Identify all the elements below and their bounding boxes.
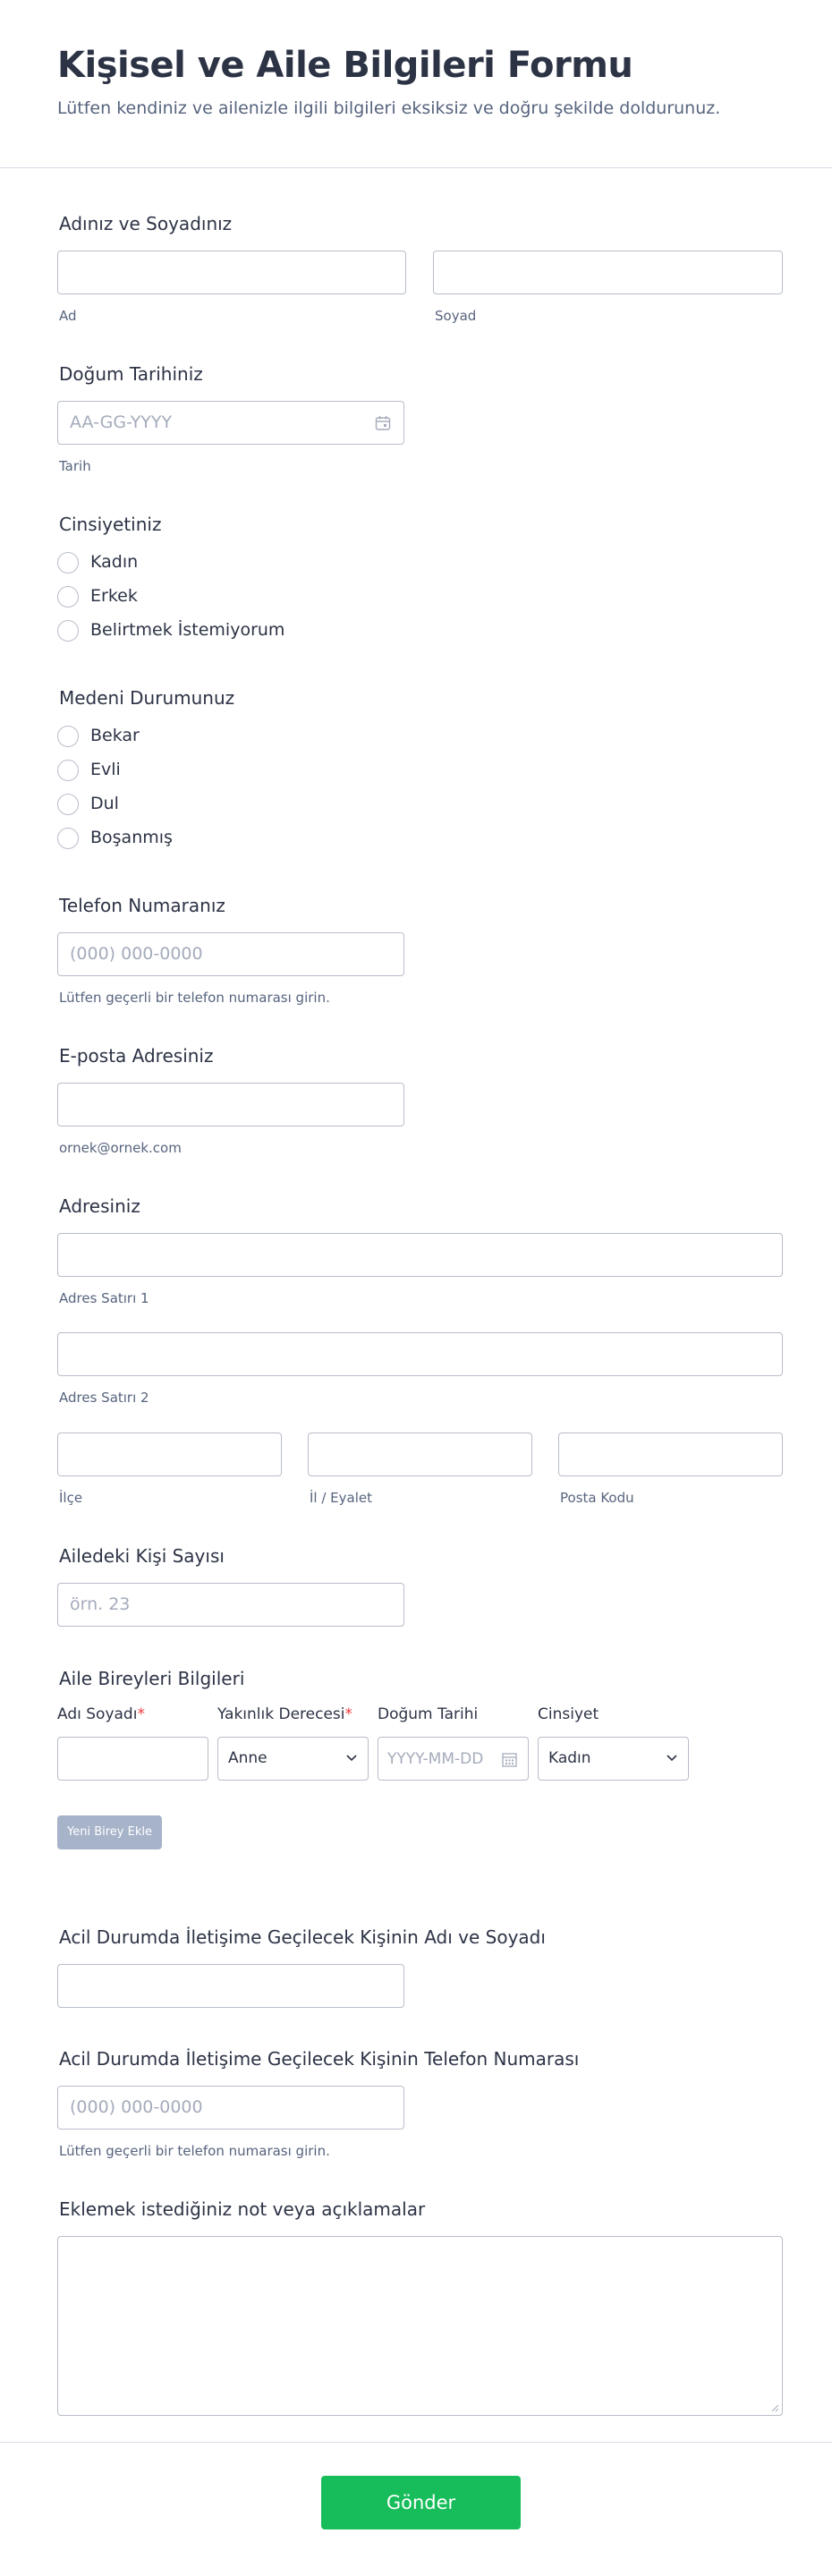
household-label: Ailedeki Kişi Sayısı [59, 1545, 225, 1567]
gender-option-label: Erkek [90, 586, 138, 606]
email-sublabel: ornek@ornek.com [59, 1140, 182, 1156]
phone-label: Telefon Numaranız [59, 895, 225, 916]
marital-radio-dul[interactable] [57, 794, 79, 815]
province-sublabel: İl / Eyalet [310, 1490, 373, 1506]
district-input[interactable] [57, 1433, 282, 1476]
first-name-sublabel: Ad [59, 308, 77, 324]
gender-option-label: Belirtmek İstemiyorum [90, 620, 285, 640]
marital-option-label: Boşanmış [90, 828, 173, 847]
address-line2-input[interactable] [57, 1332, 783, 1376]
district-sublabel: İlçe [59, 1490, 83, 1506]
chevron-down-icon [346, 1755, 357, 1762]
address-label: Adresiniz [59, 1195, 140, 1217]
gender-option-label: Kadın [90, 552, 139, 572]
phone-input[interactable] [57, 932, 404, 976]
add-member-button[interactable]: Yeni Birey Ekle [57, 1815, 162, 1849]
birthdate-sublabel: Tarih [59, 458, 91, 474]
email-label: E-posta Adresiniz [59, 1045, 214, 1067]
address-line2-sublabel: Adres Satırı 2 [59, 1390, 149, 1406]
marital-option-label: Bekar [90, 726, 140, 745]
marital-radio-bekar[interactable] [57, 726, 79, 747]
member-birthdate-placeholder: YYYY-MM-DD [387, 1750, 484, 1768]
required-mark: * [137, 1705, 145, 1723]
household-count-input[interactable] [57, 1583, 404, 1627]
email-input[interactable] [57, 1083, 404, 1126]
member-gender-value: Kadın [548, 1749, 591, 1767]
member-name-input[interactable] [57, 1737, 208, 1781]
emergency-phone-placeholder: (000) 000-0000 [70, 2097, 203, 2117]
calendar-icon[interactable] [502, 1752, 517, 1767]
required-mark: * [344, 1705, 353, 1723]
address-line1-sublabel: Adres Satırı 1 [59, 1290, 149, 1306]
birthdate-placeholder: AA-GG-YYYY [70, 412, 173, 432]
postal-code-sublabel: Posta Kodu [560, 1490, 634, 1506]
phone-placeholder: (000) 000-0000 [70, 944, 203, 964]
column-header-relation: Yakınlık Derecesi* [217, 1705, 353, 1723]
emergency-name-input[interactable] [57, 1964, 404, 2008]
chevron-down-icon [666, 1755, 677, 1762]
gender-label: Cinsiyetiniz [59, 514, 162, 535]
birthdate-label: Doğum Tarihiniz [59, 363, 203, 385]
emergency-name-label: Acil Durumda İletişime Geçilecek Kişinin Adı ve Soyadı [59, 1926, 546, 1948]
marital-radio-bosanmis[interactable] [57, 828, 79, 849]
header-divider [0, 167, 832, 168]
notes-label: Eklemek istediğiniz not veya açıklamalar [59, 2198, 426, 2220]
birthdate-input[interactable] [57, 401, 404, 445]
emergency-phone-label: Acil Durumda İletişime Geçilecek Kişinin Telefon Numarası [59, 2048, 580, 2070]
marital-radio-evli[interactable] [57, 760, 79, 781]
footer-divider [0, 2442, 832, 2443]
last-name-sublabel: Soyad [435, 308, 477, 324]
province-input[interactable] [308, 1433, 532, 1476]
gender-radio-belirtmek-istemiyorum[interactable] [57, 620, 79, 642]
form-subtitle: Lütfen kendiniz ve ailenizle ilgili bilgileri eksiksiz ve doğru şekilde doldurunuz. [57, 98, 721, 118]
first-name-input[interactable] [57, 251, 406, 294]
marital-option-label: Dul [90, 794, 119, 813]
household-placeholder: örn. 23 [70, 1594, 131, 1614]
column-header-birthdate: Doğum Tarihi [378, 1705, 479, 1723]
column-header-gender: Cinsiyet [538, 1705, 599, 1723]
postal-code-input[interactable] [558, 1433, 783, 1476]
phone-sublabel: Lütfen geçerli bir telefon numarası girin. [59, 990, 330, 1006]
member-birthdate-input[interactable] [378, 1737, 529, 1781]
form-title: Kişisel ve Aile Bilgileri Formu [57, 45, 633, 86]
member-gender-select[interactable] [538, 1737, 689, 1781]
address-line1-input[interactable] [57, 1233, 783, 1277]
notes-textarea[interactable] [57, 2236, 783, 2416]
member-relation-select[interactable] [217, 1737, 369, 1781]
emergency-phone-sublabel: Lütfen geçerli bir telefon numarası girin. [59, 2143, 330, 2159]
emergency-phone-input[interactable] [57, 2086, 404, 2130]
submit-button[interactable]: Gönder [321, 2476, 521, 2529]
last-name-input[interactable] [433, 251, 783, 294]
resize-handle-icon[interactable] [770, 2403, 779, 2412]
calendar-icon[interactable] [375, 415, 391, 431]
gender-radio-erkek[interactable] [57, 586, 79, 608]
column-header-name: Adı Soyadı* [57, 1705, 145, 1723]
name-label: Adınız ve Soyadınız [59, 213, 233, 234]
marital-label: Medeni Durumunuz [59, 687, 235, 709]
gender-radio-kadin[interactable] [57, 552, 79, 574]
member-relation-value: Anne [228, 1749, 267, 1767]
family-members-label: Aile Bireyleri Bilgileri [59, 1668, 245, 1689]
marital-option-label: Evli [90, 760, 121, 779]
